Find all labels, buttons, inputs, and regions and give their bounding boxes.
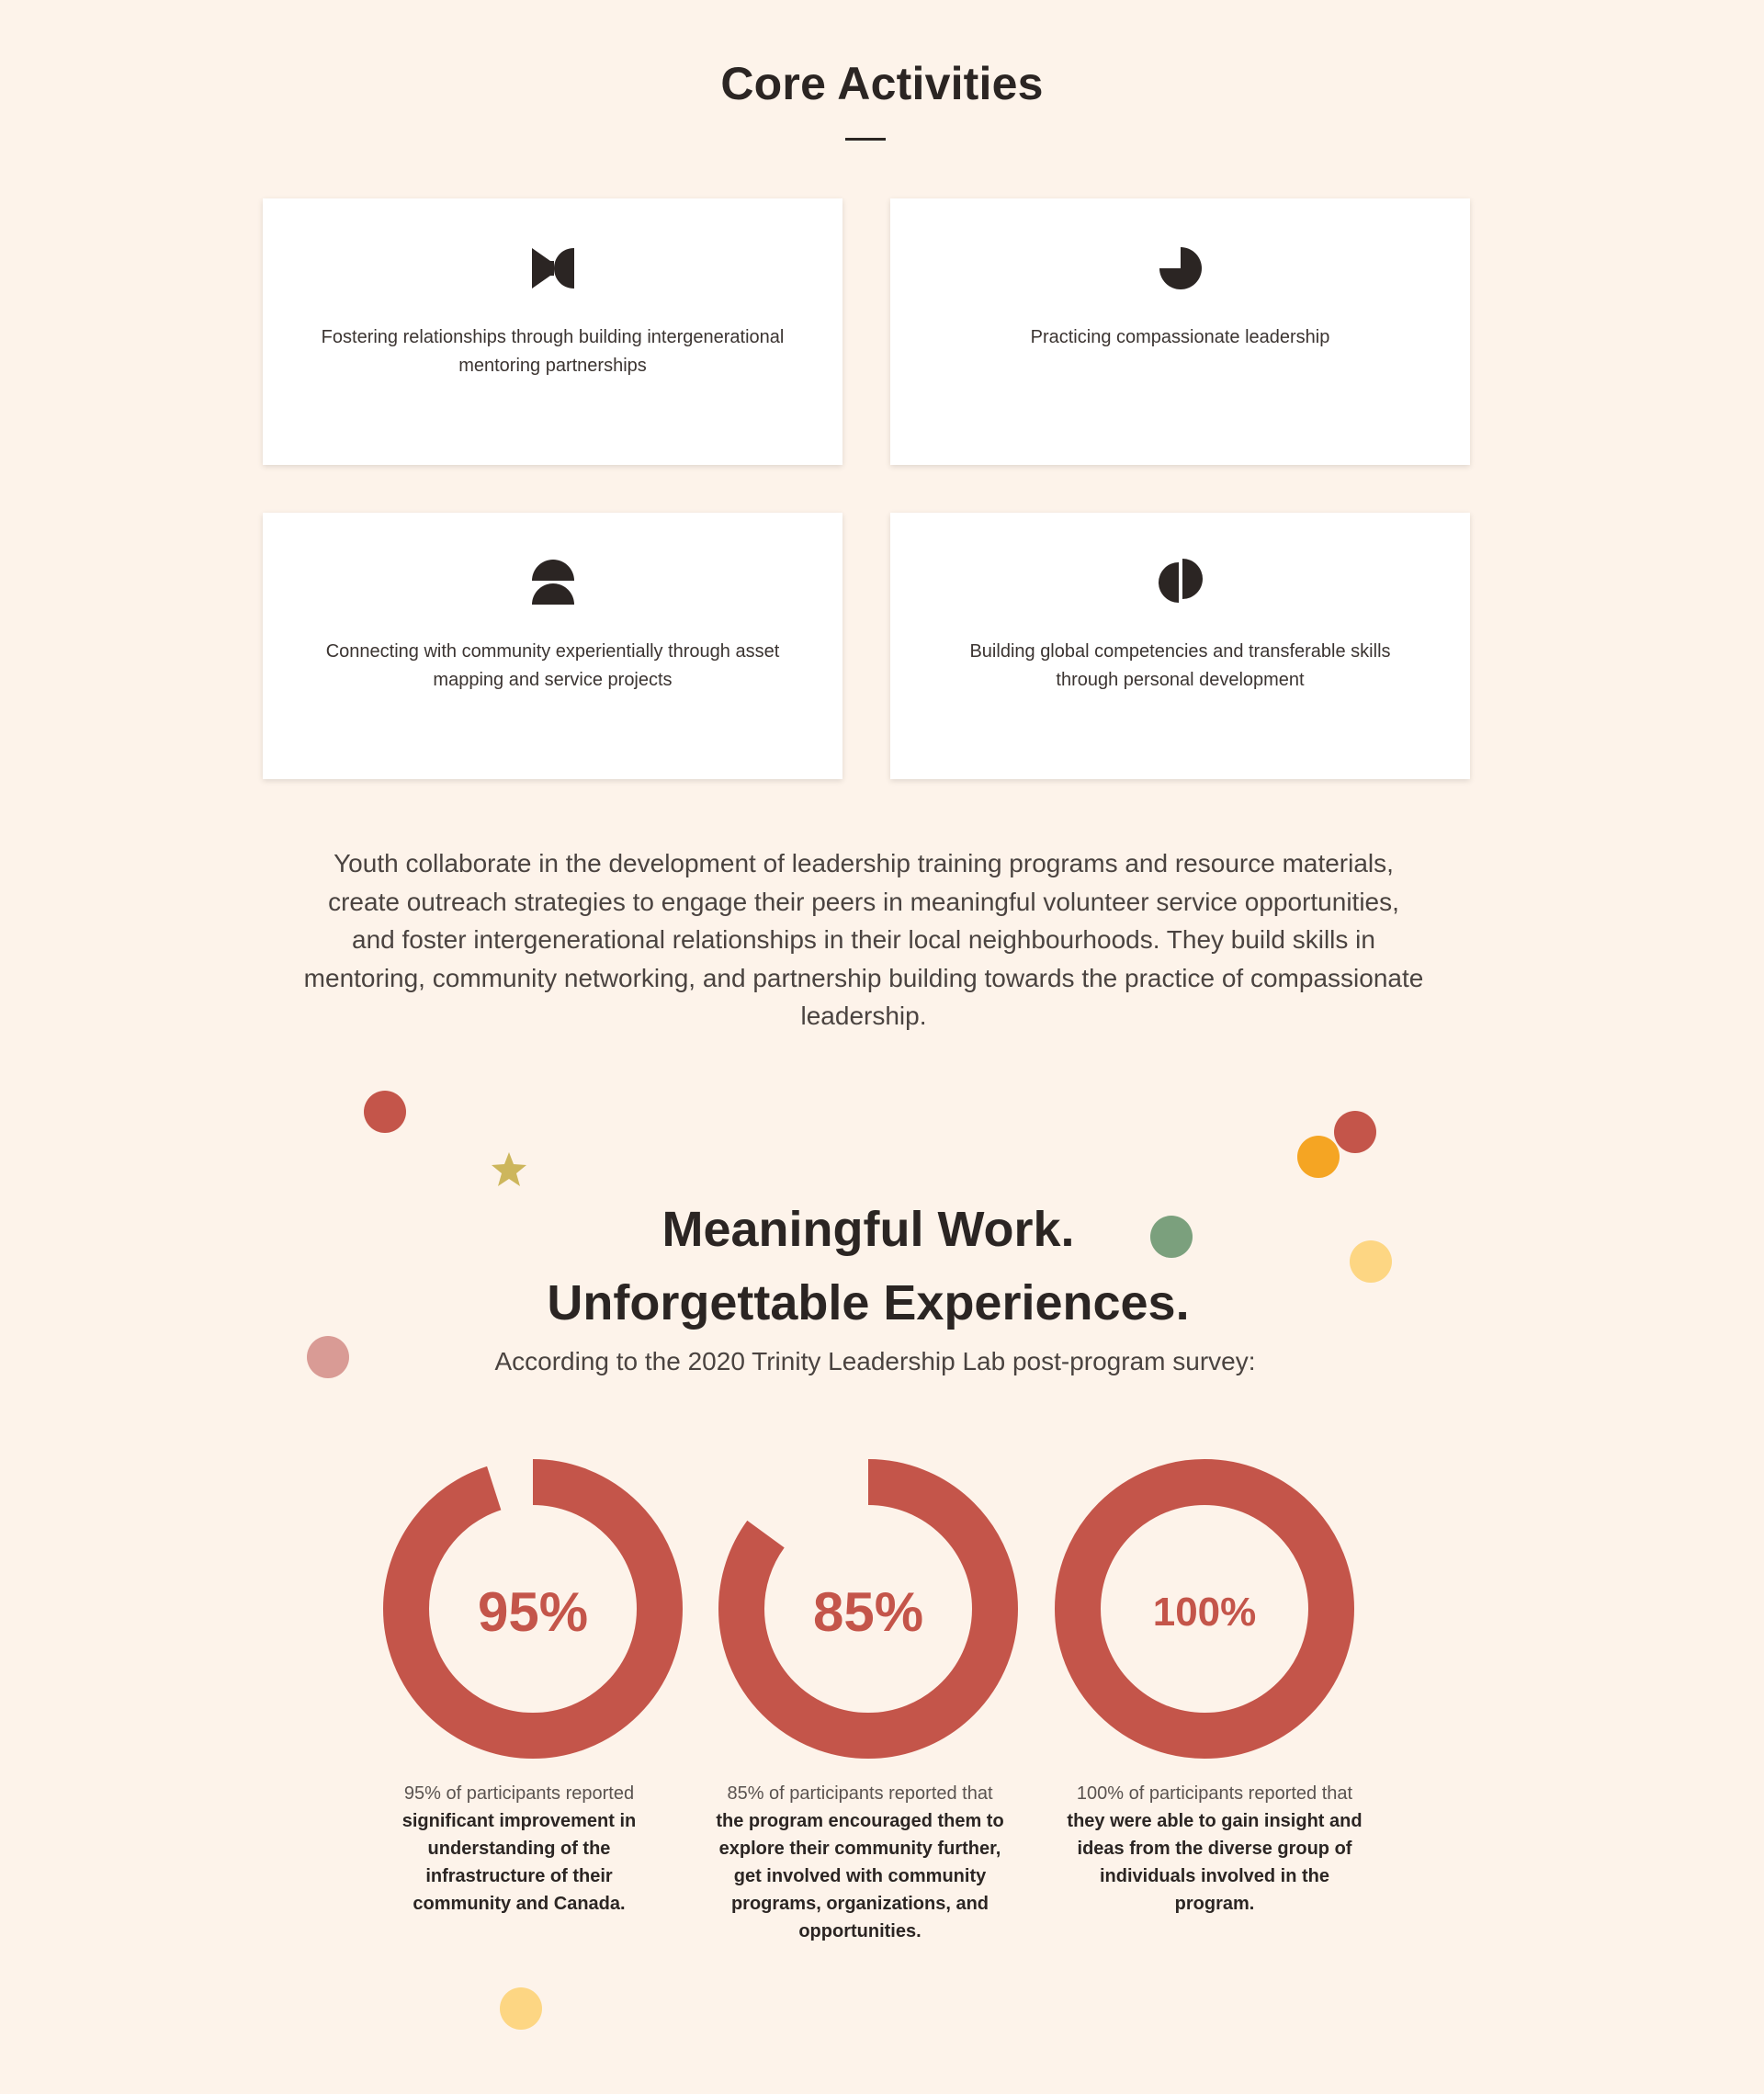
activity-card-text: Practicing compassionate leadership	[1030, 327, 1330, 347]
activity-card-text: Fostering relationships through building intergenerational mentoring partnerships	[321, 327, 785, 376]
donut-percent-label: 100%	[1152, 1590, 1257, 1635]
stat-description	[713, 1780, 1007, 1945]
stacked-halves-icon	[530, 559, 576, 606]
bowtie-icon	[530, 244, 576, 292]
stat-description	[1064, 1780, 1365, 1918]
stat-lead-text: 100% of participants reported that	[1076, 1783, 1353, 1804]
activity-card-community	[263, 513, 842, 779]
split-circle-icon	[1158, 559, 1204, 606]
survey-subtitle: According to the 2020 Trinity Leadership Lab post-program survey:	[494, 1347, 1256, 1375]
decor-star-icon	[489, 1149, 529, 1190]
decor-dot-red	[364, 1091, 406, 1133]
donut-percent-label: 95%	[477, 1581, 589, 1643]
decor-dot-yellow	[500, 1987, 542, 2030]
impact-headline	[0, 1193, 1736, 1340]
stat-detail-text: significant improvement in understanding of the infrastructure of their community and Canada.	[401, 1811, 637, 1914]
decor-dot-orange	[1297, 1136, 1340, 1178]
stat-lead-text: 85% of participants reported that	[727, 1783, 993, 1804]
pie-quarter-icon	[1158, 244, 1204, 292]
stat-detail-text: the program encouraged them to explore their community further, get involved with community programs, organizations, and opportunities.	[716, 1811, 1004, 1941]
activity-card-text: Building global competencies and transferable skills through personal development	[969, 641, 1391, 690]
headline-line-2: Unforgettable Experiences.	[547, 1275, 1190, 1330]
activity-card-mentoring	[263, 198, 842, 465]
title-divider	[845, 138, 886, 141]
stat-description	[384, 1780, 654, 1918]
intro-paragraph: Youth collaborate in the development of leadership training programs and resource materials, create outreach strategies to engage their peers in meaningful volunteer service opportunities, and foster intergenerational relationships in their local neighbourhoods. They build skills in mentoring, community networking, and partnership building towards the practice of compassionate leadership.	[303, 849, 1424, 1030]
activity-card-skills	[890, 513, 1470, 779]
donut-percent-label: 85%	[812, 1581, 924, 1643]
activity-card-leadership	[890, 198, 1470, 465]
headline-line-1: Meaningful Work.	[662, 1202, 1075, 1257]
activity-card-text: Connecting with community experientially through asset mapping and service projects	[325, 641, 780, 690]
decor-dot-red	[1334, 1111, 1376, 1153]
stat-detail-text: they were able to gain insight and ideas from the diverse group of individuals involved in the program.	[1067, 1811, 1363, 1914]
stat-lead-text: 95% of participants reported	[403, 1783, 635, 1804]
section-title-core-activities: Core Activities	[720, 58, 1044, 109]
